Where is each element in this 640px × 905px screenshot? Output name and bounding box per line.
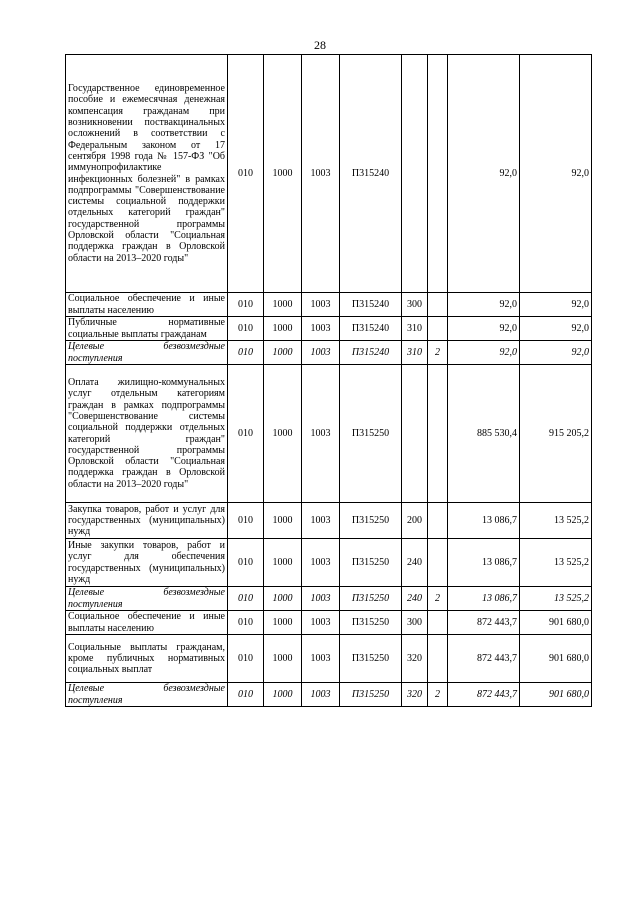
code-expense-type <box>402 55 428 293</box>
code-subsection: 1003 <box>302 317 340 341</box>
row-name: Государственное единовременное пособие и ежемесячная денежная компенсация гражданам при возникновении поствакцинальных осложнений в соответствии с Федеральным законом от 17 сентября 1998 года № 157-ФЗ "Об иммунопрофилактике инфекционных болезней" в рамках подпрограммы "Совершенствование системы социальной поддержки отдельных категорий граждан" государственной программы Орловской области "Социальная поддержка граждан в Орловской области на 2013–2020 годы" <box>66 55 228 293</box>
row-name: Социальные выплаты гражданам, кроме публичных нормативных социальных выплат <box>66 635 228 683</box>
code-target: П315250 <box>340 503 402 539</box>
code-subsection: 1003 <box>302 365 340 503</box>
amount-year-2: 92,0 <box>520 293 592 317</box>
amount-year-1: 872 443,7 <box>448 635 520 683</box>
amount-year-1: 92,0 <box>448 55 520 293</box>
code-ministry: 010 <box>228 587 264 611</box>
code-section: 1000 <box>264 503 302 539</box>
code-expense-type: 320 <box>402 683 428 707</box>
code-source <box>428 611 448 635</box>
code-ministry: 010 <box>228 539 264 587</box>
code-ministry: 010 <box>228 293 264 317</box>
table-row <box>66 55 592 293</box>
code-expense-type: 200 <box>402 503 428 539</box>
page-number: 28 <box>314 38 326 52</box>
code-section: 1000 <box>264 55 302 293</box>
code-target: П315250 <box>340 611 402 635</box>
table-row <box>66 539 592 587</box>
row-name: Целевые безвозмездные поступления <box>66 587 228 611</box>
row-name: Закупка товаров, работ и услуг для государственных (муниципальных) нужд <box>66 503 228 539</box>
amount-year-1: 13 086,7 <box>448 503 520 539</box>
row-name: Целевые безвозмездные поступления <box>66 683 228 707</box>
code-subsection: 1003 <box>302 503 340 539</box>
amount-year-2: 901 680,0 <box>520 635 592 683</box>
code-expense-type: 300 <box>402 293 428 317</box>
code-expense-type: 240 <box>402 539 428 587</box>
code-subsection: 1003 <box>302 341 340 365</box>
table-row <box>66 683 592 707</box>
table-row <box>66 365 592 503</box>
amount-year-1: 92,0 <box>448 317 520 341</box>
code-target: П315240 <box>340 55 402 293</box>
code-section: 1000 <box>264 341 302 365</box>
amount-year-1: 13 086,7 <box>448 587 520 611</box>
code-source <box>428 365 448 503</box>
code-ministry: 010 <box>228 503 264 539</box>
code-section: 1000 <box>264 683 302 707</box>
row-name: Социальное обеспечение и иные выплаты населению <box>66 611 228 635</box>
code-section: 1000 <box>264 587 302 611</box>
amount-year-2: 13 525,2 <box>520 587 592 611</box>
code-expense-type: 320 <box>402 635 428 683</box>
code-target: П315240 <box>340 341 402 365</box>
code-target: П315250 <box>340 683 402 707</box>
code-target: П315250 <box>340 587 402 611</box>
table-row <box>66 587 592 611</box>
amount-year-2: 13 525,2 <box>520 503 592 539</box>
code-expense-type <box>402 365 428 503</box>
amount-year-1: 92,0 <box>448 293 520 317</box>
code-subsection: 1003 <box>302 611 340 635</box>
code-subsection: 1003 <box>302 539 340 587</box>
amount-year-1: 13 086,7 <box>448 539 520 587</box>
code-target: П315250 <box>340 539 402 587</box>
table-row <box>66 503 592 539</box>
code-expense-type: 300 <box>402 611 428 635</box>
row-name: Целевые безвозмездные поступления <box>66 341 228 365</box>
code-source: 2 <box>428 341 448 365</box>
code-ministry: 010 <box>228 365 264 503</box>
code-ministry: 010 <box>228 317 264 341</box>
code-target: П315240 <box>340 293 402 317</box>
code-source <box>428 503 448 539</box>
table-row <box>66 635 592 683</box>
amount-year-1: 885 530,4 <box>448 365 520 503</box>
table-row <box>66 317 592 341</box>
code-target: П315250 <box>340 365 402 503</box>
code-subsection: 1003 <box>302 55 340 293</box>
table-row <box>66 341 592 365</box>
code-section: 1000 <box>264 611 302 635</box>
code-expense-type: 310 <box>402 317 428 341</box>
code-section: 1000 <box>264 317 302 341</box>
code-source <box>428 635 448 683</box>
amount-year-2: 92,0 <box>520 317 592 341</box>
code-source: 2 <box>428 683 448 707</box>
code-source <box>428 539 448 587</box>
code-ministry: 010 <box>228 635 264 683</box>
amount-year-1: 92,0 <box>448 341 520 365</box>
row-name: Публичные нормативные социальные выплаты гражданам <box>66 317 228 341</box>
code-subsection: 1003 <box>302 683 340 707</box>
code-source <box>428 55 448 293</box>
code-ministry: 010 <box>228 55 264 293</box>
code-subsection: 1003 <box>302 293 340 317</box>
code-source <box>428 317 448 341</box>
code-section: 1000 <box>264 635 302 683</box>
amount-year-2: 915 205,2 <box>520 365 592 503</box>
code-source <box>428 293 448 317</box>
code-section: 1000 <box>264 293 302 317</box>
code-expense-type: 240 <box>402 587 428 611</box>
code-source: 2 <box>428 587 448 611</box>
code-subsection: 1003 <box>302 587 340 611</box>
code-subsection: 1003 <box>302 635 340 683</box>
code-section: 1000 <box>264 539 302 587</box>
code-target: П315240 <box>340 317 402 341</box>
amount-year-1: 872 443,7 <box>448 611 520 635</box>
row-name: Социальное обеспечение и иные выплаты населению <box>66 293 228 317</box>
row-name: Оплата жилищно-коммунальных услуг отдельным категориям граждан в рамках подпрограммы "Совершенствование системы социальной поддержки отдельных категорий граждан" государственной программы Орловской области "Социальная поддержка граждан в Орловской области на 2013–2020 годы" <box>66 365 228 503</box>
amount-year-2: 92,0 <box>520 341 592 365</box>
amount-year-1: 872 443,7 <box>448 683 520 707</box>
table-row <box>66 611 592 635</box>
code-ministry: 010 <box>228 683 264 707</box>
code-ministry: 010 <box>228 611 264 635</box>
amount-year-2: 901 680,0 <box>520 683 592 707</box>
amount-year-2: 92,0 <box>520 55 592 293</box>
amount-year-2: 13 525,2 <box>520 539 592 587</box>
table-row <box>66 293 592 317</box>
code-ministry: 010 <box>228 341 264 365</box>
row-name: Иные закупки товаров, работ и услуг для обеспечения государственных (муниципальных) нужд <box>66 539 228 587</box>
code-expense-type: 310 <box>402 341 428 365</box>
code-section: 1000 <box>264 365 302 503</box>
code-target: П315250 <box>340 635 402 683</box>
budget-table <box>65 54 592 707</box>
amount-year-2: 901 680,0 <box>520 611 592 635</box>
